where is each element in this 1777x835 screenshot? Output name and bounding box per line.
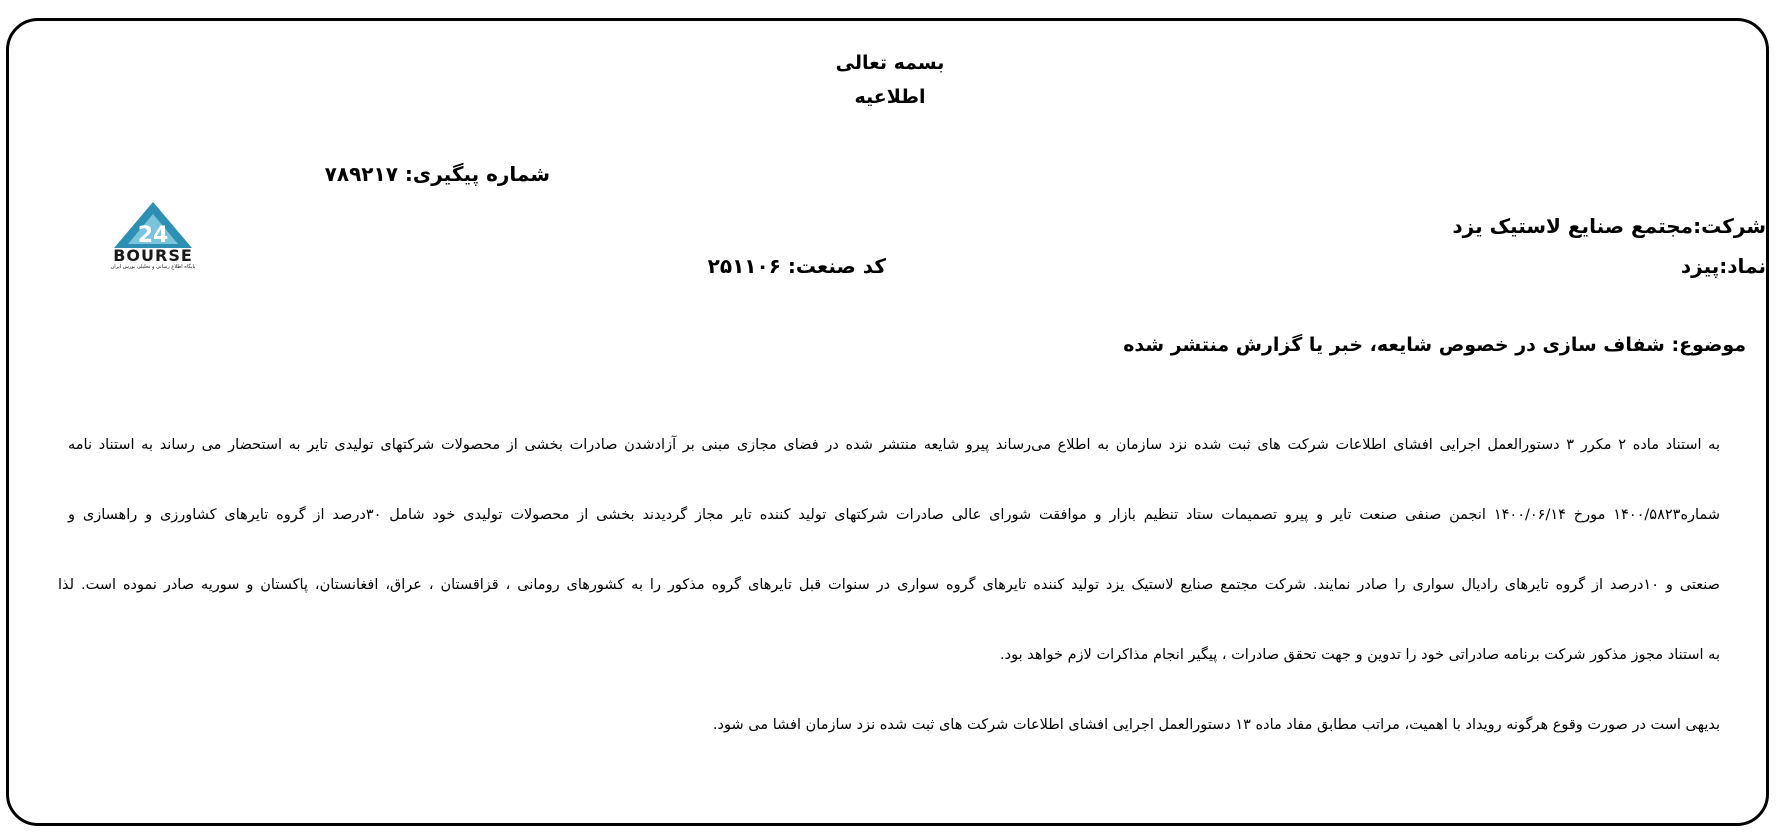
bismillah-heading: بسمه تعالی — [835, 52, 945, 74]
svg-text:24: 24 — [137, 223, 169, 248]
company-value: مجتمع صنایع لاستیک یزد — [1452, 214, 1694, 238]
document-frame — [6, 18, 1769, 826]
bourse24-logo — [108, 200, 198, 275]
subject-label: موضوع: — [1671, 334, 1746, 356]
closing-statement: بدیهی است در صورت وقوع هرگونه رویداد با اهمیت، مراتب مطابق مفاد ماده ۱۳ دستورالعمل اجرایی افشای اطلاعات شرکت های ثبت شده نزد سازمان افشا می شود. — [712, 717, 1720, 733]
body-line-1: به استناد ماده ۲ مکرر ۳ دستورالعمل اجرایی افشای اطلاعات شرکت های ثبت شده نزد سازمان به اطلاع می‌رساند پیرو شایعه منتشر شده در فضای مجازی مبنی بر آزادشدن صادرات بخشی از محصولات شرکتهای تولیدی تایر به استحضار می رساند به استناد نامه — [68, 437, 1720, 453]
industry-code-label: کد صنعت: — [787, 254, 886, 278]
body-line-3: صنعتی و ۱۰درصد از گروه تایرهای رادیال سواری را صادر نمایند. شرکت مجتمع صنایع لاستیک یزد تولید کننده تایرهای گروه سواری در سنوات قبل تایرهای گروه مذکور را به کشورهای رومانی ، قزاقستان ، عراق، افغانستان، پاکستان و سوریه صادر نموده است. لذا — [58, 577, 1720, 593]
tracking-value: ۷۸۹۲۱۷ — [324, 162, 398, 186]
logo-triangle-icon — [108, 200, 198, 250]
symbol-value: پیزد — [1680, 254, 1720, 278]
logo-word: BOURSE — [113, 246, 193, 265]
company-label: شرکت: — [1693, 214, 1766, 238]
body-line-4: به استناد مجوز مذکور شرکت برنامه صادراتی خود را تدوین و جهت تحقق صادرات ، پیگیر انجام مذاکرات لازم خواهد بود. — [1000, 647, 1720, 663]
symbol-label: نماد: — [1719, 254, 1766, 278]
company-name — [1300, 214, 1766, 238]
announcement-title: اطلاعیه — [854, 86, 926, 108]
symbol — [1500, 254, 1766, 278]
tracking-label: شماره پیگیری: — [404, 162, 550, 186]
subject-value: شفاف سازی در خصوص شایعه، خبر یا گزارش منتشر شده — [1123, 334, 1665, 356]
subject-line — [1100, 334, 1746, 356]
logo-subtitle: پایگاه اطلاع رسانی و تحلیلی بورس ایران — [110, 264, 196, 270]
tracking-number — [324, 162, 550, 186]
body-line-2: شماره۱۴۰۰/۵۸۲۳ مورخ ۱۴۰۰/۰۶/۱۴ انجمن صنفی صنعت تایر و پیرو تصمیمات ستاد تنظیم بازار و موافقت شورای عالی صادرات شرکتهای تولید کننده تایر مجاز گردیدند بخشی از محصولات تولیدی خود شامل ۳۰درصد از گروه تایرهای کشاورزی و راهسازی و — [68, 507, 1721, 523]
industry-code-value: ۲۵۱۱۰۶ — [707, 254, 781, 278]
industry-code — [680, 254, 886, 278]
